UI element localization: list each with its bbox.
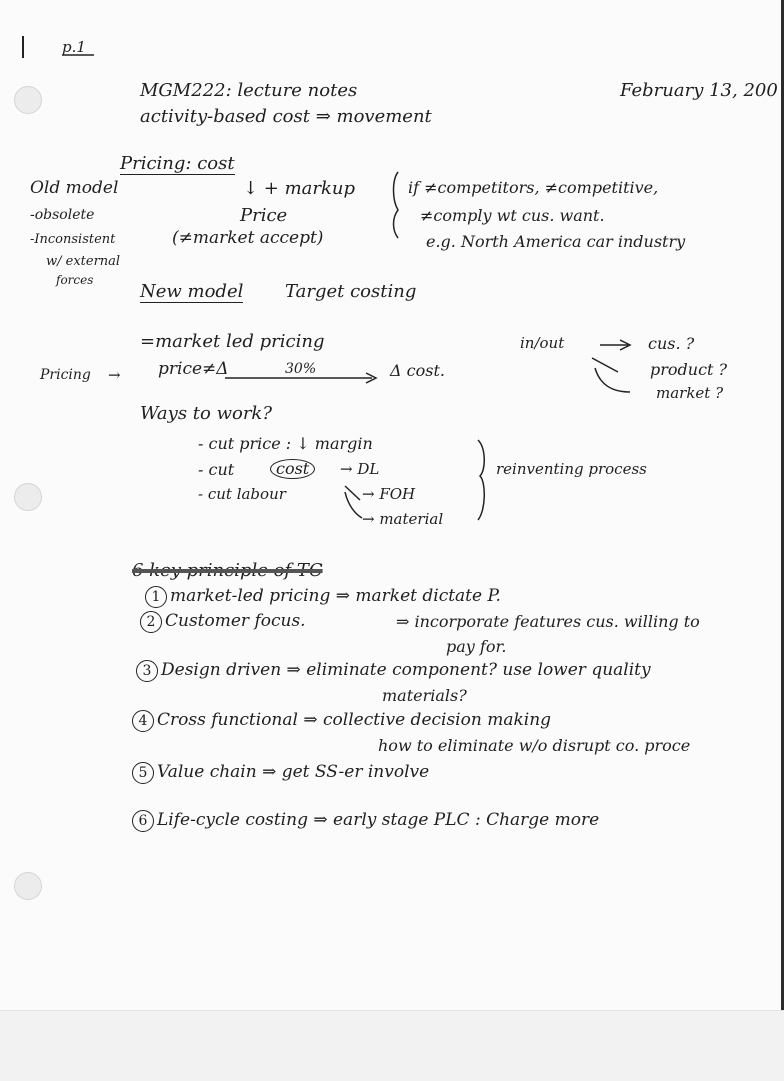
cus-question: cus. ?: [648, 334, 695, 353]
principles-title: 6 key principle of TC: [132, 560, 323, 581]
pricing-arrow: →: [108, 366, 121, 384]
old-model-inconsistent: -Inconsistent: [30, 232, 116, 247]
in-out-label: in/out: [520, 334, 565, 352]
principle-text: Life-cycle costing ⇒ early stage PLC : Charge more: [157, 810, 600, 830]
page-number: p.1: [62, 38, 86, 56]
principle-3-detail: materials?: [382, 686, 467, 705]
price-label: Price: [240, 205, 288, 226]
market-led-line: =market led pricing: [140, 331, 325, 352]
cost-circled: cost: [270, 459, 315, 479]
old-model-external: w/ external: [46, 254, 121, 269]
old-model-obsolete: -obsolete: [30, 207, 95, 223]
principle-2-detail: ⇒ incorporate features cus. willing to: [396, 612, 700, 631]
principle-4-detail: how to eliminate w/o disrupt co. proce: [378, 736, 691, 755]
pricing-note-2: ≠comply wt cus. want.: [420, 206, 605, 225]
note-date: February 13, 200: [620, 80, 778, 101]
lecture-topic: activity-based cost ⇒ movement: [140, 106, 432, 127]
principle-2: [140, 611, 306, 633]
pricing-heading: Pricing: cost: [120, 153, 235, 174]
principle-text: Value chain ⇒ get SS-er involve: [157, 762, 430, 782]
product-question: product ?: [650, 360, 728, 379]
pricing-note-3: e.g. North America car industry: [426, 232, 686, 251]
principle-text: market-led pricing ⇒ market dictate P.: [170, 586, 501, 606]
principle-4: [132, 710, 551, 732]
principle-1: [145, 586, 501, 608]
cut-label: - cut: [198, 460, 235, 479]
price-delta: price≠Δ: [158, 359, 229, 379]
percent-30: 30%: [285, 361, 317, 377]
markup-arrow: ↓ + markup: [243, 178, 356, 199]
principle-number: 5: [132, 762, 154, 784]
principle-number: 4: [132, 710, 154, 732]
principle-number: 6: [132, 810, 154, 832]
principle-number: 3: [136, 660, 158, 682]
principle-6: [132, 810, 599, 832]
foh-arrow: → FOH: [362, 485, 416, 503]
reinventing-process: reinventing process: [496, 460, 647, 478]
principle-number: 2: [140, 611, 162, 633]
market-question: market ?: [656, 384, 724, 402]
principle-text: Customer focus.: [165, 611, 306, 631]
cut-labour-line: - cut labour: [198, 485, 286, 503]
old-model-forces: forces: [56, 273, 94, 287]
target-costing: Target costing: [285, 281, 417, 302]
principle-number: 1: [145, 586, 167, 608]
principle-2-detail-2: pay for.: [446, 637, 507, 656]
course-title: MGM222: lecture notes: [140, 80, 358, 101]
ways-title: Ways to work?: [140, 403, 272, 424]
principle-text: Design driven ⇒ eliminate component? use lower quality: [161, 660, 651, 680]
principle-text: Cross functional ⇒ collective decision making: [157, 710, 552, 730]
old-model-title: Old model: [30, 178, 119, 198]
delta-cost: Δ cost.: [390, 361, 445, 380]
market-accept-note: (≠market accept): [172, 228, 324, 248]
principle-5: [132, 762, 429, 784]
cut-price-line: - cut price : ↓ margin: [198, 434, 373, 453]
pricing-note-1: if ≠competitors, ≠competitive,: [408, 178, 659, 197]
dl-arrow: → DL: [340, 460, 380, 478]
new-model-title: New model: [140, 281, 244, 302]
material-arrow: → material: [362, 510, 444, 528]
principle-3: [136, 660, 651, 682]
pricing-side-label: Pricing: [40, 367, 91, 383]
